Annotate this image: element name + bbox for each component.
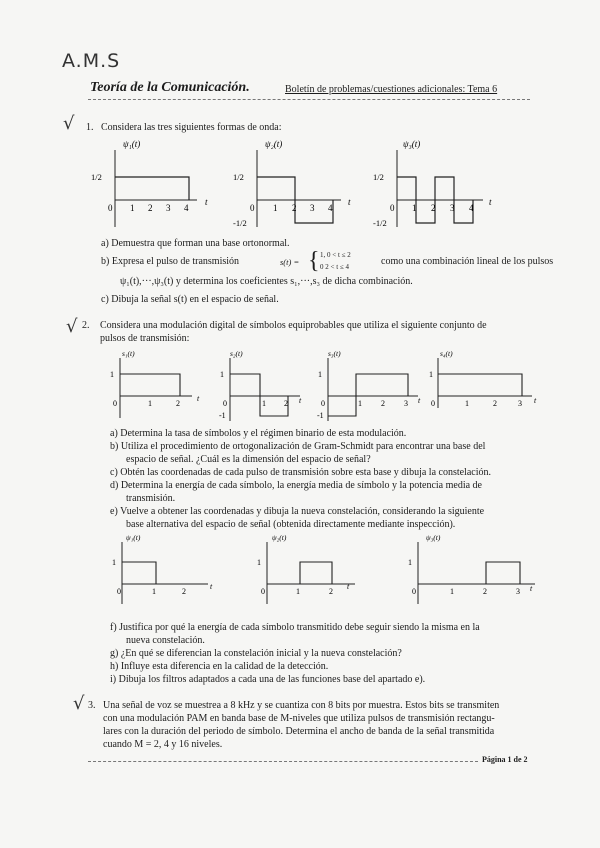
psi2-tick-4: 4 [328, 203, 333, 213]
problem-2-number: 2. [82, 320, 90, 331]
alt-psi1-waveform [122, 562, 156, 584]
s3-tick-3: 3 [404, 399, 408, 408]
alt-psi2-tick-0: 0 [261, 587, 265, 596]
alt-psi3-tick-2: 2 [483, 587, 487, 596]
s3-tick-1: 1 [358, 399, 362, 408]
psi2-tick-1: 1 [273, 203, 278, 213]
problem-1-b-line2: ψ₁(t),···,ψ₃(t) y determina los coeficientes s₁,···,s₃ de dicha combinación. [120, 276, 413, 287]
s2-tick-0: 0 [223, 399, 227, 408]
s1-ylabel: 1 [110, 370, 114, 379]
psi1-waveform [115, 177, 189, 200]
s4-label: s₄(t) [440, 349, 453, 358]
check-mark-icon: √ [66, 316, 78, 337]
s4-tick-2: 2 [493, 399, 497, 408]
s1-tick-0: 0 [113, 399, 117, 408]
psi3-ylabel-bottom: -1/2 [373, 218, 387, 228]
problem-2-b-1: b) Utiliza el procedimiento de ortogonalización de Gram-Schmidt para encontrar una base del [110, 441, 486, 452]
psi3-ylabel-top: 1/2 [373, 172, 384, 182]
psi1-tick-0: 0 [108, 203, 113, 213]
psi1-tick-4: 4 [184, 203, 189, 213]
alt-psi2-tick-t: t [347, 582, 350, 591]
s1-tick-t: t [197, 394, 200, 403]
alt-psi1-tick-2: 2 [182, 587, 186, 596]
psi1-ylabel: 1/2 [91, 172, 102, 182]
psi2-ylabel-bottom: -1/2 [233, 218, 247, 228]
psi2-plot [233, 139, 351, 228]
alt-psi3-tick-0: 0 [412, 587, 416, 596]
problem-3-line-1: Una señal de voz se muestrea a 8 kHz y se cuantiza con 8 bits por muestra. Estos bits se transmiten [103, 700, 500, 711]
psi3-tick-2: 2 [431, 203, 436, 213]
s2-tick-2: 2 [284, 399, 288, 408]
problem-2-alt-basis [100, 532, 550, 612]
s1-waveform [120, 374, 180, 396]
problem-2-d-1: d) Determina la energía de cada símbolo, la energía media de símbolo y la potencia media de [110, 480, 482, 491]
psi3-label: ψ₃(t) [403, 139, 421, 149]
psi2-ylabel-top: 1/2 [233, 172, 244, 182]
s4-tick-t: t [534, 396, 537, 405]
problem-1-b-case1: 1, 0 < t ≤ 2 [320, 251, 351, 259]
alt-psi1-tick-1: 1 [152, 587, 156, 596]
problem-2-i: i) Dibuja los filtros adaptados a cada una de las funciones base del apartado e). [110, 674, 426, 685]
problem-1-a: a) Demuestra que forman una base ortonormal. [101, 238, 290, 249]
s4-ylabel: 1 [429, 370, 433, 379]
check-mark-icon: √ [73, 693, 85, 714]
s2-tick-1: 1 [262, 399, 266, 408]
s3-tick-0: 0 [321, 399, 325, 408]
alt-psi2-tick-2: 2 [329, 587, 333, 596]
problem-2-f-1: f) Justifica por qué la energía de cada símbolo transmitido debe seguir siendo la misma en la [110, 622, 480, 633]
problem-2-e-2: base alternativa del espacio de señal (obtenida directamente mediante inspección). [126, 519, 456, 530]
s1-tick-2: 2 [176, 399, 180, 408]
alt-psi2-plot [257, 533, 355, 604]
course-title: Teoría de la Comunicación. [90, 80, 250, 95]
alt-psi1-tick-t: t [210, 582, 213, 591]
problem-3-number: 3. [88, 700, 96, 711]
s3-tick-2: 2 [381, 399, 385, 408]
problem-2-d-2: transmisión. [126, 493, 176, 504]
s3-ylabel-top: 1 [318, 370, 322, 379]
alt-psi1-tick-0: 0 [117, 587, 121, 596]
problem-2-f-2: nueva constelación. [126, 635, 205, 646]
page-number: Página 1 de 2 [482, 755, 528, 764]
problem-3-line-2: con una modulación PAM en banda base de M-niveles que utiliza pulsos de transmisión rectangu- [103, 713, 495, 724]
psi3-tick-0: 0 [390, 203, 395, 213]
psi2-tick-0: 0 [250, 203, 255, 213]
psi2-tick-3: 3 [310, 203, 315, 213]
alt-psi2-label: ψ₂(t) [272, 533, 287, 542]
alt-psi2-tick-1: 1 [296, 587, 300, 596]
psi3-tick-3: 3 [450, 203, 455, 213]
problem-2-h: h) Influye esta diferencia en la calidad de la detección. [110, 661, 329, 672]
alt-psi2-ylabel: 1 [257, 558, 261, 567]
s1-tick-1: 1 [148, 399, 152, 408]
psi3-tick-t: t [489, 197, 492, 207]
problem-2-intro-2: pulsos de transmisión: [100, 333, 190, 344]
s3-label: s₃(t) [328, 349, 341, 358]
s3-tick-t: t [418, 396, 421, 405]
psi1-label: ψ₁(t) [123, 139, 141, 149]
alt-psi1-label: ψ₁(t) [126, 533, 141, 542]
problem-2-a: a) Determina la tasa de símbolos y el régimen binario de esta modulación. [110, 428, 407, 439]
brace-icon: { [308, 248, 320, 274]
s3-ylabel-bottom: -1 [317, 411, 324, 420]
problem-1-intro: Considera las tres siguientes formas de onda: [101, 122, 282, 133]
s2-ylabel-bottom: -1 [219, 411, 226, 420]
problem-1-b-end: como una combinación lineal de los pulsos [381, 256, 554, 267]
psi1-tick-3: 3 [166, 203, 171, 213]
psi1-tick-2: 2 [148, 203, 153, 213]
s2-ylabel-top: 1 [220, 370, 224, 379]
alt-psi2-waveform [267, 562, 332, 584]
problem-1-number: 1. [86, 122, 94, 133]
psi2-tick-t: t [348, 197, 351, 207]
s2-label: s₂(t) [230, 349, 243, 358]
psi1-plot [91, 139, 208, 227]
footer-rule [88, 761, 478, 762]
psi3-tick-4: 4 [469, 203, 474, 213]
alt-psi3-tick-1: 1 [450, 587, 454, 596]
s4-plot [429, 349, 537, 408]
psi1-tick-t: t [205, 197, 208, 207]
s2-waveform [230, 374, 288, 416]
problem-1-b-case2: 0 2 < t ≤ 4 [320, 263, 349, 271]
problem-3-line-3: lares con la duración del periodo de símbolo. Determina el ancho de banda de la señal transmitida [103, 726, 495, 737]
alt-psi3-waveform [418, 562, 520, 584]
s3-waveform [328, 374, 408, 416]
alt-psi3-label: ψ₃(t) [426, 533, 441, 542]
problem-2-pulses [100, 346, 550, 426]
s2-plot [219, 349, 302, 421]
problem-2-intro-1: Considera una modulación digital de símbolos equiprobables que utiliza el siguiente conjunto de [100, 320, 487, 331]
alt-psi3-tick-t: t [530, 584, 533, 593]
problem-1-b-func: s(t) = [280, 257, 300, 267]
alt-psi3-tick-3: 3 [516, 587, 520, 596]
s4-tick-0: 0 [431, 399, 435, 408]
psi1-tick-1: 1 [130, 203, 135, 213]
s4-tick-3: 3 [518, 399, 522, 408]
header-rule [88, 99, 530, 100]
psi2-label: ψ₂(t) [265, 139, 283, 149]
alt-psi1-plot [112, 533, 213, 604]
problem-1-waveforms [85, 135, 525, 235]
s4-waveform [438, 374, 522, 396]
problem-2-g: g) ¿En qué se diferencian la constelación inicial y la nueva constelación? [110, 648, 402, 659]
problem-1-b-start: b) Expresa el pulso de transmisión [101, 256, 240, 267]
s2-tick-t: t [299, 396, 302, 405]
problem-2-c: c) Obtén las coordenadas de cada pulso de transmisión sobre esta base y dibuja la constelación. [110, 467, 491, 478]
problem-1-c: c) Dibuja la señal s(t) en el espacio de señal. [101, 294, 279, 305]
alt-psi1-ylabel: 1 [112, 558, 116, 567]
handwritten-initials: A.M.S [62, 50, 121, 72]
psi3-plot [373, 139, 492, 228]
s3-plot [317, 349, 421, 421]
s1-plot [110, 349, 200, 418]
s1-label: s₁(t) [122, 349, 135, 358]
alt-psi3-ylabel: 1 [408, 558, 412, 567]
s4-tick-1: 1 [465, 399, 469, 408]
check-mark-icon: √ [63, 113, 75, 134]
psi3-tick-1: 1 [412, 203, 417, 213]
psi2-tick-2: 2 [292, 203, 297, 213]
problem-2-e-1: e) Vuelve a obtener las coordenadas y dibuja la nueva constelación, considerando la siguiente [110, 506, 485, 517]
bulletin-subtitle: Boletín de problemas/cuestiones adicionales: Tema 6 [285, 84, 498, 95]
problem-2-b-2: espacio de señal. ¿Cuál es la dimensión del espacio de señal? [126, 454, 371, 465]
problem-3-line-4: cuando M = 2, 4 y 16 niveles. [103, 739, 223, 750]
alt-psi3-plot [408, 533, 535, 604]
